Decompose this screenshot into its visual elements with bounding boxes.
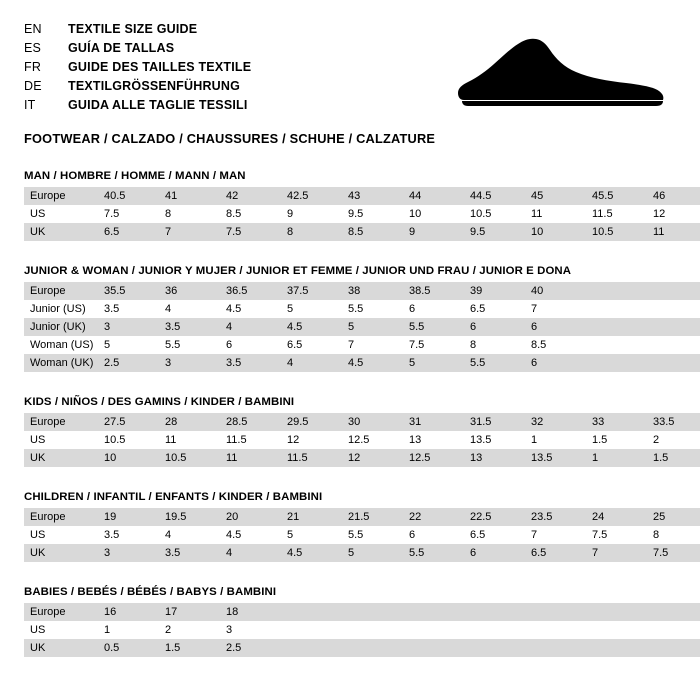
table-row bbox=[24, 300, 700, 318]
cell bbox=[647, 282, 700, 300]
language-code: ES bbox=[24, 41, 42, 55]
table-row bbox=[24, 223, 700, 241]
cell: 5.5 bbox=[403, 318, 464, 336]
cell: 8 bbox=[653, 529, 660, 541]
size-table-man bbox=[24, 187, 700, 241]
language-row bbox=[24, 79, 251, 98]
cell: 21 bbox=[281, 508, 342, 526]
cell: 23.5 bbox=[525, 508, 586, 526]
cell: 9 bbox=[287, 208, 294, 220]
cell: 3 bbox=[159, 354, 220, 372]
cell: 10 bbox=[409, 208, 422, 220]
table-row bbox=[24, 187, 700, 205]
row-label: Europe bbox=[24, 508, 98, 526]
cell: 8 bbox=[165, 208, 172, 220]
cell: 13.5 bbox=[470, 434, 492, 446]
cell: 3.5 bbox=[220, 354, 281, 372]
size-table-kids bbox=[24, 413, 700, 467]
cell: 8.5 bbox=[342, 223, 403, 241]
cell: 38 bbox=[342, 282, 403, 300]
section-title: BABIES / BEBÉS / BÉBÉS / BABYS / BAMBINI bbox=[24, 586, 277, 598]
cell: 1 bbox=[104, 624, 111, 636]
cell: 6 bbox=[226, 339, 233, 351]
cell bbox=[464, 639, 525, 657]
section-junior-woman bbox=[24, 265, 676, 372]
row-label: Woman (UK) bbox=[24, 354, 98, 372]
cell: 5 bbox=[287, 529, 294, 541]
section-kids bbox=[24, 396, 676, 467]
section-title: MAN / HOMBRE / HOMME / MANN / MAN bbox=[24, 170, 246, 182]
cell: 11 bbox=[647, 223, 700, 241]
language-row bbox=[24, 98, 251, 117]
cell: 28.5 bbox=[220, 413, 281, 431]
row-label: Europe bbox=[24, 187, 98, 205]
language-title: GUIDE DES TAILLES TEXTILE bbox=[68, 60, 252, 74]
cell: 10.5 bbox=[470, 208, 492, 220]
cell bbox=[342, 621, 403, 639]
cell: 3.5 bbox=[159, 318, 220, 336]
row-label: US bbox=[30, 529, 46, 541]
table-row bbox=[24, 354, 700, 372]
row-label: UK bbox=[24, 544, 98, 562]
table-row bbox=[24, 336, 700, 354]
language-row bbox=[24, 22, 251, 41]
cell: 7 bbox=[159, 223, 220, 241]
table-row bbox=[24, 205, 700, 223]
cell: 3 bbox=[98, 544, 159, 562]
cell: 3 bbox=[98, 318, 159, 336]
cell: 37.5 bbox=[281, 282, 342, 300]
cell bbox=[403, 621, 464, 639]
cell: 1.5 bbox=[592, 434, 608, 446]
document-header bbox=[24, 22, 676, 117]
language-title: GUIDA ALLE TAGLIE TESSILI bbox=[68, 98, 248, 112]
cell: 6.5 bbox=[470, 529, 486, 541]
cell: 2 bbox=[165, 624, 172, 636]
cell: 6.5 bbox=[525, 544, 586, 562]
cell: 32 bbox=[525, 413, 586, 431]
cell: 10.5 bbox=[104, 434, 126, 446]
section-babies bbox=[24, 586, 676, 657]
language-title-list bbox=[24, 22, 251, 117]
table-row bbox=[24, 603, 700, 621]
category-line: FOOTWEAR / CALZADO / CHAUSSURES / SCHUHE / CALZATURE bbox=[24, 131, 436, 146]
cell: 45.5 bbox=[586, 187, 647, 205]
cell: 5.5 bbox=[464, 354, 525, 372]
language-row bbox=[24, 60, 251, 79]
cell bbox=[586, 639, 647, 657]
table-row bbox=[24, 508, 700, 526]
cell: 6 bbox=[409, 529, 416, 541]
cell: 6 bbox=[464, 544, 525, 562]
section-children bbox=[24, 491, 676, 562]
section-title: KIDS / NIÑOS / DES GAMINS / KINDER / BAMBINI bbox=[24, 396, 295, 408]
cell bbox=[464, 603, 525, 621]
cell bbox=[281, 603, 342, 621]
cell: 11 bbox=[220, 449, 281, 467]
cell: 41 bbox=[159, 187, 220, 205]
cell: 0.5 bbox=[98, 639, 159, 657]
cell: 4 bbox=[220, 318, 281, 336]
cell bbox=[586, 354, 647, 372]
cell: 10 bbox=[525, 223, 586, 241]
cell: 13.5 bbox=[525, 449, 586, 467]
cell: 12 bbox=[653, 208, 666, 220]
cell: 7 bbox=[531, 529, 538, 541]
cell: 12 bbox=[342, 449, 403, 467]
cell: 4 bbox=[281, 354, 342, 372]
cell: 5 bbox=[287, 303, 294, 315]
language-title: GUÍA DE TALLAS bbox=[68, 41, 175, 55]
cell bbox=[525, 621, 586, 639]
cell: 24 bbox=[586, 508, 647, 526]
cell bbox=[464, 621, 525, 639]
cell: 31.5 bbox=[464, 413, 525, 431]
cell: 22 bbox=[403, 508, 464, 526]
cell: 43 bbox=[342, 187, 403, 205]
cell: 12.5 bbox=[348, 434, 370, 446]
cell: 13 bbox=[464, 449, 525, 467]
table-row bbox=[24, 526, 700, 544]
cell: 39 bbox=[464, 282, 525, 300]
cell: 40 bbox=[525, 282, 586, 300]
cell: 18 bbox=[220, 603, 281, 621]
cell: 2.5 bbox=[220, 639, 281, 657]
cell bbox=[647, 354, 700, 372]
cell: 8.5 bbox=[226, 208, 242, 220]
cell: 10.5 bbox=[159, 449, 220, 467]
row-label: Woman (US) bbox=[30, 339, 94, 351]
cell: 5.5 bbox=[348, 303, 364, 315]
cell bbox=[403, 639, 464, 657]
row-label: Junior (UK) bbox=[24, 318, 98, 336]
section-man bbox=[24, 170, 676, 241]
cell: 4.5 bbox=[281, 318, 342, 336]
cell: 7.5 bbox=[220, 223, 281, 241]
row-label: Europe bbox=[24, 603, 98, 621]
cell bbox=[647, 621, 700, 639]
cell: 10.5 bbox=[586, 223, 647, 241]
cell: 35.5 bbox=[98, 282, 159, 300]
cell bbox=[647, 603, 700, 621]
cell: 6.5 bbox=[287, 339, 303, 351]
cell bbox=[586, 603, 647, 621]
cell: 20 bbox=[220, 508, 281, 526]
cell bbox=[647, 318, 700, 336]
cell: 7.5 bbox=[647, 544, 700, 562]
cell: 6.5 bbox=[470, 303, 486, 315]
cell: 11 bbox=[531, 208, 543, 220]
table-row bbox=[24, 544, 700, 562]
cell: 6.5 bbox=[98, 223, 159, 241]
cell: 2 bbox=[653, 434, 660, 446]
cell bbox=[342, 639, 403, 657]
cell: 3.5 bbox=[159, 544, 220, 562]
cell: 16 bbox=[98, 603, 159, 621]
cell: 11 bbox=[165, 434, 177, 446]
table-row bbox=[24, 431, 700, 449]
cell bbox=[586, 336, 647, 354]
cell: 5.5 bbox=[348, 529, 364, 541]
cell: 42 bbox=[220, 187, 281, 205]
cell: 44.5 bbox=[464, 187, 525, 205]
table-row bbox=[24, 639, 700, 657]
language-code: DE bbox=[24, 79, 42, 93]
cell: 38.5 bbox=[403, 282, 464, 300]
cell: 1 bbox=[531, 434, 538, 446]
cell: 9 bbox=[403, 223, 464, 241]
cell: 5 bbox=[342, 544, 403, 562]
cell bbox=[525, 603, 586, 621]
cell bbox=[586, 282, 647, 300]
cell: 36.5 bbox=[220, 282, 281, 300]
row-label: UK bbox=[24, 449, 98, 467]
cell: 10 bbox=[98, 449, 159, 467]
cell: 6 bbox=[525, 318, 586, 336]
cell: 8.5 bbox=[531, 339, 547, 351]
cell: 40.5 bbox=[98, 187, 159, 205]
cell: 5 bbox=[403, 354, 464, 372]
cell: 36 bbox=[159, 282, 220, 300]
cell bbox=[647, 300, 700, 318]
table-row bbox=[24, 413, 700, 431]
cell: 8 bbox=[281, 223, 342, 241]
row-label: UK bbox=[24, 223, 98, 241]
cell bbox=[586, 300, 647, 318]
cell: 46 bbox=[647, 187, 700, 205]
cell: 3 bbox=[226, 624, 233, 636]
cell: 11.5 bbox=[592, 208, 613, 220]
cell: 3.5 bbox=[104, 529, 120, 541]
language-row bbox=[24, 41, 251, 60]
cell: 8 bbox=[470, 339, 477, 351]
cell: 13 bbox=[409, 434, 422, 446]
cell: 12 bbox=[287, 434, 300, 446]
cell: 5.5 bbox=[165, 339, 181, 351]
row-label: Europe bbox=[24, 413, 98, 431]
dress-shoe-icon bbox=[456, 38, 666, 113]
cell: 4.5 bbox=[226, 529, 242, 541]
cell: 5 bbox=[342, 318, 403, 336]
cell: 6 bbox=[525, 354, 586, 372]
cell: 29.5 bbox=[281, 413, 342, 431]
cell: 7 bbox=[586, 544, 647, 562]
cell: 7.5 bbox=[592, 529, 608, 541]
cell: 1 bbox=[586, 449, 647, 467]
cell: 7.5 bbox=[409, 339, 425, 351]
cell: 30 bbox=[342, 413, 403, 431]
cell: 12.5 bbox=[403, 449, 464, 467]
table-row bbox=[24, 621, 700, 639]
size-table-children bbox=[24, 508, 700, 562]
cell: 5.5 bbox=[403, 544, 464, 562]
cell: 4.5 bbox=[226, 303, 242, 315]
cell bbox=[647, 639, 700, 657]
cell: 11.5 bbox=[226, 434, 247, 446]
cell: 42.5 bbox=[281, 187, 342, 205]
cell: 31 bbox=[403, 413, 464, 431]
cell: 4.5 bbox=[281, 544, 342, 562]
cell: 5 bbox=[104, 339, 111, 351]
language-title: TEXTILE SIZE GUIDE bbox=[68, 22, 198, 36]
cell: 22.5 bbox=[464, 508, 525, 526]
cell: 19.5 bbox=[159, 508, 220, 526]
row-label: US bbox=[30, 208, 46, 220]
cell: 21.5 bbox=[342, 508, 403, 526]
cell: 1.5 bbox=[159, 639, 220, 657]
cell bbox=[403, 603, 464, 621]
cell bbox=[586, 621, 647, 639]
cell: 6 bbox=[464, 318, 525, 336]
section-title: JUNIOR & WOMAN / JUNIOR Y MUJER / JUNIOR ET FEMME / JUNIOR UND FRAU / JUNIOR E DONA bbox=[24, 265, 572, 277]
size-table-junior-woman bbox=[24, 282, 700, 372]
row-label: US bbox=[30, 624, 46, 636]
cell bbox=[647, 336, 700, 354]
language-title: TEXTILGRÖSSENFÜHRUNG bbox=[68, 79, 241, 93]
cell: 4.5 bbox=[342, 354, 403, 372]
cell: 7 bbox=[531, 303, 538, 315]
cell: 9.5 bbox=[464, 223, 525, 241]
table-row bbox=[24, 282, 700, 300]
table-row bbox=[24, 449, 700, 467]
cell: 3.5 bbox=[104, 303, 120, 315]
cell bbox=[342, 603, 403, 621]
language-code: FR bbox=[24, 60, 42, 74]
cell: 19 bbox=[98, 508, 159, 526]
cell: 4 bbox=[220, 544, 281, 562]
cell: 45 bbox=[525, 187, 586, 205]
language-code: IT bbox=[24, 98, 36, 112]
cell: 17 bbox=[159, 603, 220, 621]
size-table-babies bbox=[24, 603, 700, 657]
cell: 33 bbox=[586, 413, 647, 431]
cell: 7 bbox=[348, 339, 355, 351]
cell: 27.5 bbox=[98, 413, 159, 431]
section-title: CHILDREN / INFANTIL / ENFANTS / KINDER / BAMBINI bbox=[24, 491, 323, 503]
language-code: EN bbox=[24, 22, 42, 36]
cell: 25 bbox=[647, 508, 700, 526]
cell: 4 bbox=[165, 303, 172, 315]
cell: 6 bbox=[409, 303, 416, 315]
cell: 2.5 bbox=[98, 354, 159, 372]
cell: 9.5 bbox=[348, 208, 364, 220]
cell: 11.5 bbox=[281, 449, 342, 467]
cell bbox=[525, 639, 586, 657]
row-label: Europe bbox=[24, 282, 98, 300]
row-label: Junior (US) bbox=[30, 303, 86, 315]
cell: 1.5 bbox=[647, 449, 700, 467]
cell bbox=[281, 621, 342, 639]
cell: 33.5 bbox=[647, 413, 700, 431]
row-label: UK bbox=[24, 639, 98, 657]
cell: 44 bbox=[403, 187, 464, 205]
row-label: US bbox=[30, 434, 46, 446]
cell: 4 bbox=[165, 529, 172, 541]
cell: 7.5 bbox=[104, 208, 120, 220]
cell bbox=[281, 639, 342, 657]
cell bbox=[586, 318, 647, 336]
cell: 28 bbox=[159, 413, 220, 431]
table-row bbox=[24, 318, 700, 336]
